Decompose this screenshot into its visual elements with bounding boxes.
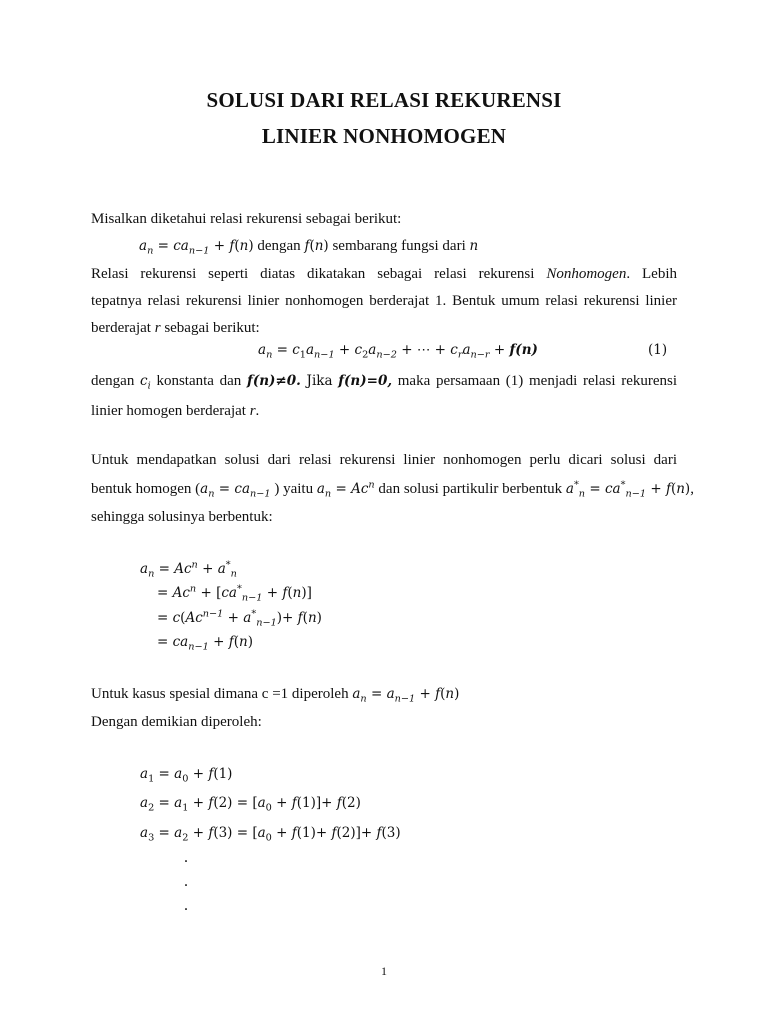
para2-line-1: dengan $c_i$ konstanta dan f(n)≠0. Jika f(n)=0, maka persamaan (1) menjadi relasi rekurensi bbox=[91, 373, 678, 392]
text-sembarang: sembarang fungsi dari bbox=[332, 238, 466, 254]
sum-row-3: $a_3 = a_2 + f(3) = [a_0 + f(1)+ f(2)]+ f(3)$ bbox=[140, 825, 401, 844]
math-fn: f(n) bbox=[304, 238, 329, 254]
title-line-1: SOLUSI DARI RELASI REKURENSI bbox=[206, 88, 562, 112]
derivation-row-3: = $c(Ac^{n-1} + a^*_{n-1})+ f(n)$ bbox=[157, 608, 322, 629]
ellipsis-dot-3: . bbox=[184, 897, 188, 914]
para1-line-1: Relasi rekurensi seperti diatas dikatakan sebagai relasi rekurensi Nonhomogen. Lebih bbox=[91, 266, 677, 282]
math-n: n bbox=[469, 238, 479, 254]
equation-recurrence: $a_n = ca_{n-1} + f(n)$ bbox=[139, 238, 254, 257]
ellipsis-dot-2: . bbox=[184, 873, 188, 890]
page-number: 1 bbox=[381, 964, 387, 978]
ellipsis-dot-1: . bbox=[184, 849, 188, 866]
special-line-1: Untuk kasus spesial dimana c =1 diperoleh $a_n = a_{n-1} + f(n)$ bbox=[91, 686, 460, 705]
para3-line-1: Untuk mendapatkan solusi dari relasi rekurensi linier nonhomogen perlu dicari solusi dari bbox=[91, 452, 677, 468]
text-dengan: dengan bbox=[257, 238, 301, 254]
para1-line-3: berderajat r sebagai berikut: bbox=[91, 320, 260, 336]
derivation-row-2: = $Ac^n + [ca^*_{n-1} + f(n)]$ bbox=[157, 583, 312, 604]
title-line-2: LINIER NONHOMOGEN bbox=[261, 124, 507, 148]
intro-equation bbox=[139, 238, 478, 255]
special-line-2: Dengan demikian diperoleh: bbox=[91, 714, 262, 730]
sum-row-1: $a_1 = a_0 + f(1)$ bbox=[140, 766, 233, 785]
derivation-row-4: = $ca_{n-1} + f(n)$ bbox=[157, 634, 253, 653]
equation-1: $a_n = c_1a_{n-1} + c_2a_{n-2}$ + ⋯ + $c_ra_{n-r} + f(n)$ bbox=[258, 342, 538, 361]
equation-1-label: (1) bbox=[648, 342, 668, 358]
para1-line-2: tepatnya relasi rekurensi linier nonhomogen berderajat 1. Bentuk umum relasi rekurensi linier bbox=[91, 293, 677, 309]
sum-row-2: $a_2 = a_1 + f(2) = [a_0 + f(1)]+ f(2)$ bbox=[140, 795, 361, 814]
para3-line-2: bentuk homogen ($a_n = ca_{n-1}$ ) yaitu $a_n = Ac^n$ dan solusi partikulir berbentuk $a^*_n = ca^*_{n-1} + f(n)$, bbox=[91, 479, 694, 500]
term-nonhomogen: Nonhomogen bbox=[546, 266, 627, 282]
para2-line-2: linier homogen berderajat r. bbox=[91, 403, 260, 419]
para3-line-3: sehingga solusinya berbentuk: bbox=[91, 509, 273, 525]
derivation-row-1: $a_n = Ac^n + a^*_n$ bbox=[140, 559, 237, 580]
intro-text: Misalkan diketahui relasi rekurensi sebagai berikut: bbox=[91, 211, 402, 227]
